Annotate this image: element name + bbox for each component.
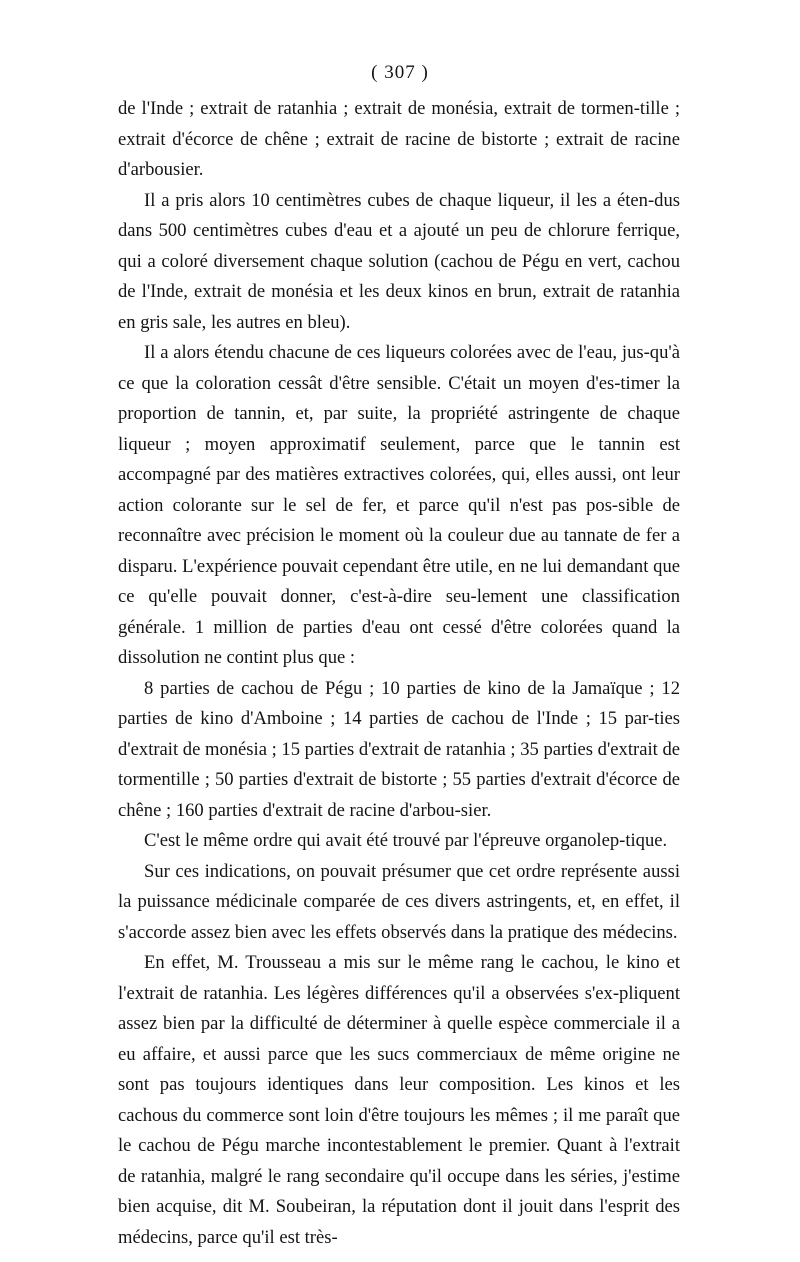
page-number: ( 307 )	[371, 62, 429, 83]
paragraph: En effet, M. Trousseau a mis sur le même rang le cachou, le kino et l'extrait de ratanhia. Les légères différences qu'il a observées s'ex-pliquent assez bien par la difficulté de déterminer à quelle espèce commerciale il a eu affaire, et aussi parce que les sucs commerciaux de même origine ne sont pas toujours identiques dans leur composition. Les kinos et les cachous du commerce sont loin d'être toujours les mêmes ; il me paraît que le cachou de Pégu marche incontestablement le premier. Quant à l'extrait de ratanhia, malgré le rang secondaire qu'il occupe dans les séries, j'estime bien acquise, dit M. Soubeiran, la réputation dont il jouit dans l'esprit des médecins, parce qu'il est très-	[118, 952, 680, 1248]
paragraph: Il a pris alors 10 centimètres cubes de chaque liqueur, il les a éten-dus dans 500 centimètres cubes d'eau et a ajouté un peu de chlorure ferrique, qui a coloré diversement chaque solution (cachou de Pégu en vert, cachou de l'Inde, extrait de monésia et les deux kinos en brun, extrait de ratanhia en gris sale, les autres en bleu).	[118, 189, 680, 333]
paragraph: C'est le même ordre qui avait été trouvé par l'épreuve organolep-tique.	[144, 830, 668, 851]
paragraph: Sur ces indications, on pouvait présumer que cet ordre représente aussi la puissance médicinale comparée de ces divers astringents, et, en effet, il s'accorde assez bien avec les effets observés dans la pratique des médecins.	[118, 860, 680, 943]
body-text	[118, 94, 680, 1253]
paragraph: Il a alors étendu chacune de ces liqueurs colorées avec de l'eau, jus-qu'à ce que la coloration cessât d'être sensible. C'était un moyen d'es-timer la proportion de tannin, et, par suite, la propriété astringente de chaque liqueur ; moyen approximatif seulement, parce que le tannin est accompagné par des matières extractives colorées, qui, elles aussi, ont leur action colorante sur le sel de fer, et parce qu'il n'est pas pos-sible de reconnaître avec précision le moment où la couleur due au tannate de fer a disparu. L'expérience pouvait cependant être utile, en ne lui demandant que ce qu'elle pouvait donner, c'est-à-dire seu-lement une classification générale. 1 million de parties d'eau ont cessé d'être colorées quand la dissolution ne contint plus que :	[118, 342, 680, 668]
paragraph-continued: de l'Inde ; extrait de ratanhia ; extrait de monésia, extrait de tormen-tille ; extrait d'écorce de chêne ; extrait de racine de bistorte ; extrait de racine d'arbousier.	[118, 98, 680, 180]
paragraph: 8 parties de cachou de Pégu ; 10 parties de kino de la Jamaïque ; 12 parties de kino d'Amboine ; 14 parties de cachou de l'Inde ; 15 par-ties d'extrait de monésia ; 15 parties d'extrait de ratanhia ; 35 parties d'extrait de tormentille ; 50 parties d'extrait de bistorte ; 55 parties d'extrait d'écorce de chêne ; 160 parties d'extrait de racine d'arbou-sier.	[118, 677, 680, 821]
